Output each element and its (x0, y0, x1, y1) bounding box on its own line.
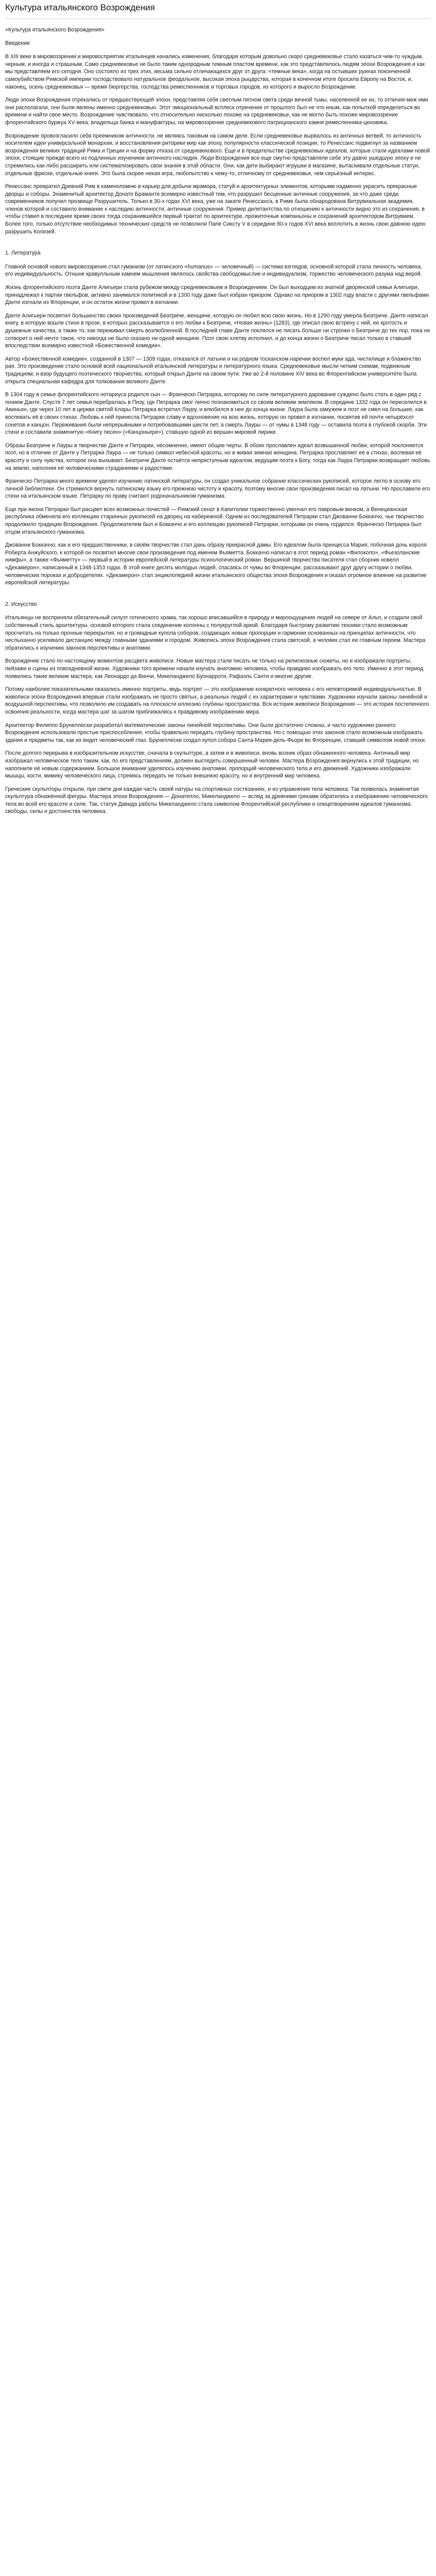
art-paragraph: Греческие скульпторы открыли, при свете дня каждая часть своей натуры на спортивных состязаниях, и из упражнения тела человека. Так появилась знаменитая скульптура обнажённой фигуры. Мастера эпохи Возрождения — Донателло, Микеланджело — вслед за древними греками обратились к изображению человеческого тела во всей его красоте и силе. Так, статуя Давида работы Микеланджело стала символом Флорентийской республики и олицетворением идеалов гуманизма: свободы, силы и достоинства человека. (5, 786, 428, 815)
literature-section (5, 263, 431, 587)
art-paragraph: Возрождение стало по-настоящему моментом расцвета живописи. Новые мастера стали писать не только на религиозные сюжеты, но и изображали портреты, пейзажи и сцены из повседневной жизни. Художники того времени начали изучать анатомию человека, чтобы правдиво изображать его тело. Именно в этот период появились такие великие мастера, как Леонардо да Винчи, Микеланджело Буонарроти, Рафаэль Санти и многие другие. (5, 658, 424, 680)
literature-paragraph: Образы Беатриче и Лауры в творчестве Данте и Петрарки, несомненно, имеют общие черты. В обоих прославлен идеал возвышенной любви, которой поклоняется поэт, но в отличие от Данте у Петрарки Лаура — не только символ небесной красоты, но и живая земная женщина. Петрарка прославляет её в стихах, воспевая её красоту и силу чувства, которое она вызывает. Беатриче Данте остаётся неприступным идеалом, ведущим поэта к Богу, тогда как Лаура Петрарки возвращает любовь на землю, наполняя её человеческими страданиями и радостями. (5, 442, 430, 471)
intro-paragraph: Ренессанс превратил Древний Рим в каменоломню в карьер для добычи мрамора, статуй и архитектурных элементов, которыми надменно украсить прекрасные дворцы и соборы. Знаменитый архитектор Донато Браманте всемирно известный тем, что разрушил бесценные античные сооружения, за что даже среди современников получил прозвище Разрушитель. Только в 30-х годах XVI века, уже на закате Ренессанса, в Риме была обнародована Витрувиальная академия, членов которой и составило внимание к наследию античности, античные сооружения. Пример дилетантства по отношению к античности видно это из сохранения, в чтобы ставил в последнее время своих тогда сохранившейся первый трактат по архитектуре, прожиточные компаньоны и сохранений архитектором Витрувием. Более того, только отсутствие необходимых технических средств не позволили Папе Сиксту V в середине 80-х годов XVI века воплотить в жизнь свою давнюю идею разрушить Колизей. (5, 183, 426, 235)
art-paragraph: Потому наиболее показательными оказались именно портреты, ведь портрет — это изображение конкретного человека с его неповторимой индивидуальностью. В живописи эпохи Возрождения впервые стали изображать не просто святых, а реальных людей с их характерами и чувствами. Художники изучали законы линейной и воздушной перспективы, что позволило им создавать на плоскости иллюзию глубины пространства. Вся история живописи Возрождения — это история постепенного освоения реальности, когда мастера шаг за шагом приближались к правдивому изображению мира. (5, 686, 429, 715)
literature-paragraph: Еще при жизни Петрарки был расцвет всех возможных почестей — Римский сенат в Капитолии торжественно увенчал его лавровым венком, а Венецианская республика обменяла его коллекцию старинных рукописей на дворец на набережной. Одним из последователей Петрарки стал Джованни Боккаччо, чье творчество продолжило традиции Возрождения. Продолжателем был и Боккаччо и его коллекцию рукописей Петрарки, которыми он очень гордился. Франческо Петрарка был отцом итальянского гуманизма. (5, 506, 424, 535)
literature-paragraph: Жизнь флорентийского поэта Данте Алигьери стала рубежом между средневековьем и Возрождением. Он был выходцем из знатной дворянской семьи Алигьери, принадлежал к партии гвельфов, активно занимался политикой и в 1300 году даже был избран приором. Однако на приором в 1302 году власти с другими гвельфами Данте изгнали из Флоренции, и он остаток жизни провел в изгнании. (5, 284, 429, 306)
intro-paragraph: Возрождение провозгласило себя преемником античности, не являясь таковым на самом деле. Если средневековье вырвалось из античных ветвей, то античность носителем идеи универсальной монархии, и восстановления риторики мир как эпоху, популярности классической позиции, то Ренессанс подвигнул за названием возрождения великих традиций Рима и Греции и на форму отказа от средневекового. Еще и в предательстве средневековых идеалов, которые стали идеалами новой эпохи, стоящие прежде всего из подлинных изучением античного наследия. Люди Возрождения все еще смутно представляли себе эту давно ушедшую эпоху и не стремились как-либо расширить или систематизировать свои знания в этой области. Они, как дети выбирают игрушки в магазине, вытаскивали отдельные статуи, отдельные фрески, отдельные книги. Это была скорее некая игра, любопытство к чему-то, отличному от средневековья, чем серьёзный интерес. (5, 132, 430, 177)
art-paragraph: После долгого перерыва в изобразительном искусстве, сначала в скульптуре, а затем и в живописи, вновь возник образ обнаженного человека. Античный мир изображал человеческое тело таким, как, по его представлениям, должен выглядеть совершенный человек. Мастера Возрождения вернулись к этой традиции, но наполнили её новым содержанием. Большое внимание уделялось изучению анатомии, пропорций человеческого тела и его движений. Художники изображали мышцы, кости, мимику человеческого лица, стремясь передать не только внешнюю красоту, но и внутренний мир человека. (5, 750, 419, 779)
art-paragraph: Архитектор Филиппо Брунеллески разработал математические законы линейной перспективы. Они были достаточно сложны, и часто художники раннего Возрождения использовали простые приспособления, чтобы правильно передать глубину пространства. Но с помощью этих законов стало возможным изображать здания и предметы так, как их видит человеческий глаз. Брунеллески создал купол собора Санта-Мария-дель-Фьоре во Флоренции, ставший символом новой эпохи. (5, 722, 426, 743)
literature-paragraph: Автор «Божественной комедии», созданной в 1307 — 1309 годах, отказался от латыни и на родном тосканском наречии воспел муки ада, чистилище и блаженство рая. Это произведение стало основой всей национальной итальянской литературы и литературного языка. Средневековые мысли четким схемам, подвижным традициям, и взор будущего поэтического творчества, который открыл Данте на своем пути. Уже во 2-й половине XIV века во Флорентийском университете была открыта специальная кафедра для толкования великого Данте. (5, 355, 421, 385)
document-subtitle: «Культура итальянского Возрождения» (5, 27, 105, 33)
literature-paragraph: Джованни Боккаччо, как и его предшественники, в своём творчестве стал дань образу прекрасной дамы. Его идеалом была принцесса Мария, побочная дочь короля Роберта Анжуйского, к которой он посвятил многие свои произведения под именем Фьяметта. Боккаччо написал в этот период роман «Филоколо», «Фьезоланские нимфы», а также «Фьяметту» — первый в истории европейской литературы психологический роман. Вершиной творчества писателя стал сборник новелл «Декамерон», написанный в 1348-1353 годах. В этой книге десять молодых людей, спасаясь от чумы во Флоренции, рассказывают друг другу истории о любви, человеческих пороках и добродетелях. «Декамерон» стал энциклопедией жизни итальянского общества эпохи Возрождения и оказал огромное влияние на развитие европейской литературы. (5, 542, 427, 586)
intro-section (5, 53, 431, 235)
document (0, 0, 436, 829)
literature-paragraph: Данте Алигьери посвятил большинство своих произведений Беатриче, женщине, которую он любил всю свою жизнь. Но в 1290 году умерла Беатриче. Данте написал книгу, в которую вошли стихи в прозе, в которых рассказывается о его любви к Беатриче, «Новая жизнь» (1283), где описал свою встречу с ней, ее кротость и душевные качества, а также то, как переживал смерть возлюбленной. В последней главе Данте поклялся не писать больше ни строчки о Беатриче до тех пор, пока не сотворит о ней нечто такое, что никогда не было сказано ни одной женщине. Поэт свою клятву исполнил, и до конца жизни о Беатриче писал только в ставшей впоследствии всемирно известной «Божественной комедии». (5, 312, 430, 349)
intro-paragraph: Люди эпохи Возрождения отрекались от предшествующей эпохи, представляя себя светлым пятном света среди вечной тьмы, населенной ее их, то отличия меж ими они располагали, они были явлены именно средневековью. Этот эмоциональный всплеск отречения от прошлого был не что иным, как попыткой определиться во времени и найти свое место. Возрождение чувствовало, что относительно нисколько похоже на средневековье, как не могло быть похоже мировоззрение флорентийского буржуа XV века, владельца банка и мануфактуры, на мировоззрение средневекового патрицианского камня ремесленника-цеховика. (5, 97, 428, 126)
section-heading-art: 2. Искусство (5, 601, 37, 607)
literature-paragraph: Главной основой нового мировоззрения стал гуманизм (от латинского «humanus» — человечный) — система взглядов, основной которой стала личность человека, его индивидуальность. Отныне кравулльным камнем мышления являлось свойства свободомыслие и индивидуализм, торжество человеческого разума над верой. (5, 263, 423, 278)
intro-heading: Введение (5, 40, 30, 46)
art-paragraph: Итальянцы не восприняли обязательный силуэт готического храма, так хорошо вписавшийся в природу и мироощущение людей на севере от Альп, и создали свой собственный стиль архитектуры, основой которого стала соединение колонны с полукруглой аркой. Благодаря быстрому развитию техники стало возможным просчитать на только прочные перекрытия, но и громадные купола соборов, создающих новые пропорции и гармонии основанных на принципах античности, что неслыханно усиливало дистанцию между главными зданиями и городом. Живопись эпохи Возрождения стала светской, а человек стал ее главным героем. Мастера обратились к изучению законов перспективы и анатомии. (5, 615, 426, 651)
literature-paragraph: Франческо Петрарка много времени уделял изучению латинской литературы, он создал уникальное собрание классических рукописей, которое легло в основу его личной библиотеки. Он стремился вернуть латинскому языку его прежнюю чистоту и красоту, поэтому многие свои произведения писал на латыни. Но прославили его стихи на итальянском языке. Петрарку по праву считают родоначальником гуманизма. (5, 478, 430, 500)
page-title: Культура итальянского Возрождения (5, 3, 155, 12)
intro-paragraph: В XIII веке в мировоззрении и мировосприятии итальянцев начались изменения, благодаря которым довольно скоро средневековье стало казаться чем-то чуждым, черным, и иногда и страшным. Само средневековье не было таким однородным темным пластом времени, как это представлялось людям эпохи Возрождения и как мы представляем его сегодня. Оно состояло из трех этих, весьма сильно отличающихся друг от друга: «темные века», когда на остывших руинах поконченной самоубийством Римской империи господствовало натуральное феодальное, высокая эпоха рыцарства, которая в конечном итоге бросила Европу на Восток, и, наконец, осень средневековья — время бюргерства, господства ремесленников и торговых городов, из которого и выросло Возрождение. (5, 54, 425, 90)
section-heading-literature: 1. Литература (5, 250, 41, 257)
literature-paragraph: В 1304 году в семье флорентийского нотариуса родился сын — Франческо Петрарка, которому по силе литературного дарования суждено было стать в один ряд с гением Данте. Спустя 7 лет семья перебралась в Пизу, где Петрарка смог лично познакомиться со своим великим земляком. В середине 1332 года он переселился в Авиньон, где через 10 лет в церкви святой Клары Петрарка встретил Лауру, и влюбился в нее до конца жизни. Лаура была замужем и поэт не смел на большее, как воспевать её в своих стихах. Любовь к ней принесла Петрарке славу и вдохновение на всю жизнь, которую он провел в изгнании, посвятив ей почти четырёхсот сонетов и канцон. Переживания были непрерывными и потребовавшими шести лет, а смерть Лауры — от чумы в 1348 году — оставила поэта в глубокой скорби. Эти стихи и составили знаменитую «Книгу песен» («Канцоньере»), ставшую одной из вершин мировой лирики. (5, 392, 427, 436)
art-section (5, 614, 431, 816)
